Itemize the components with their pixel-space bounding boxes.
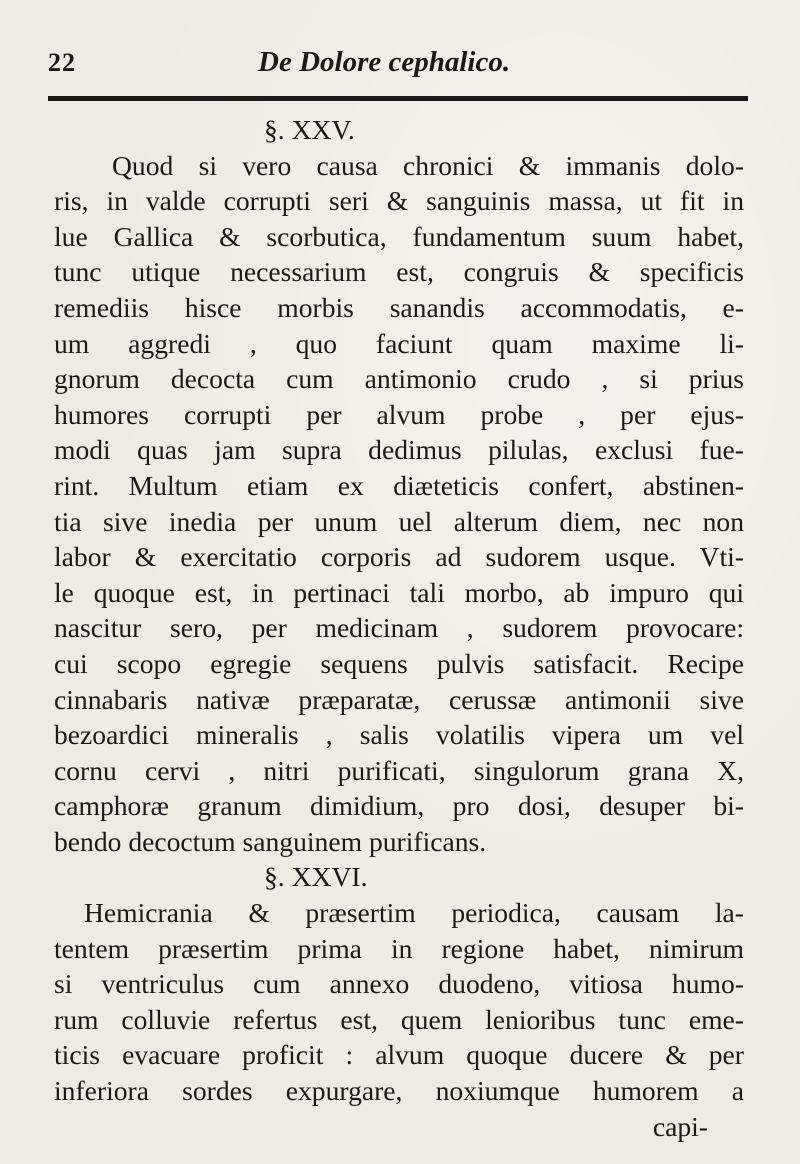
page-header (48, 48, 748, 88)
text-line: um aggredi , quo faciunt quam maxime li- (54, 327, 744, 359)
section-heading: §. XXV. (264, 114, 355, 145)
text-line: bendo decoctum sanguinem purificans. (54, 825, 487, 857)
text-line: nascitur sero, per medicinam , sudorem provocare: (54, 612, 744, 644)
text-line: cui scopo egregie sequens pulvis satisfacit. Recipe (54, 647, 744, 679)
text-line: tia sive inedia per unum uel alterum diem, nec non (54, 505, 744, 537)
text-line: le quoque est, in pertinaci tali morbo, ab impuro qui (54, 576, 744, 608)
text-line: cornu cervi , nitri purificati, singulorum grana X, (54, 754, 744, 786)
text-line: camphoræ granum dimidium, pro dosi, desuper bi- (54, 790, 744, 822)
text-line: gnorum decocta cum antimonio crudo , si prius (54, 363, 744, 395)
text-line: ris, in valde corrupti seri & sanguinis massa, ut fit in (54, 185, 744, 217)
text-line: humores corrupti per alvum probe , per ejus- (54, 398, 744, 430)
text-line: si ventriculus cum annexo duodeno, vitiosa humo- (54, 968, 744, 1000)
running-title: De Dolore cephalico. (258, 46, 511, 78)
text-line: inferiora sordes expurgare, noxiumque humorem a (54, 1075, 744, 1107)
text-line: tunc utique necessarium est, congruis & specificis (54, 256, 744, 288)
section-heading: §. XXVI. (264, 861, 368, 893)
text-line: rint. Multum etiam ex diæteticis confert, abstinen- (54, 469, 744, 501)
text-line: rum colluvie refertus est, quem lenioribus tunc eme- (54, 1003, 744, 1035)
page-number: 22 (48, 48, 76, 77)
text-line: lue Gallica & scorbutica, fundamentum suum habet, (54, 220, 744, 252)
text-line: modi quas jam supra dedimus pilulas, exclusi fue- (54, 434, 744, 466)
text-line: remediis hisce morbis sanandis accommodatis, e- (54, 291, 744, 323)
text-line: bezoardici mineralis , salis volatilis vipera um vel (54, 719, 744, 751)
text-line: labor & exercitatio corporis ad sudorem usque. Vti- (54, 541, 744, 573)
catchword: capi- (652, 1110, 708, 1142)
text-line: Hemicrania & præsertim periodica, causam la- (84, 897, 744, 929)
text-line: tentem præsertim prima in regione habet, nimirum (54, 932, 744, 964)
body-text (54, 112, 744, 1144)
text-line: ticis evacuare proficit : alvum quoque ducere & per (54, 1039, 744, 1071)
header-rule (48, 96, 748, 101)
text-line: cinnabaris nativæ præparatæ, cerussæ antimonii sive (54, 683, 744, 715)
text-line: Quod si vero causa chronici & immanis dolo- (112, 149, 744, 181)
